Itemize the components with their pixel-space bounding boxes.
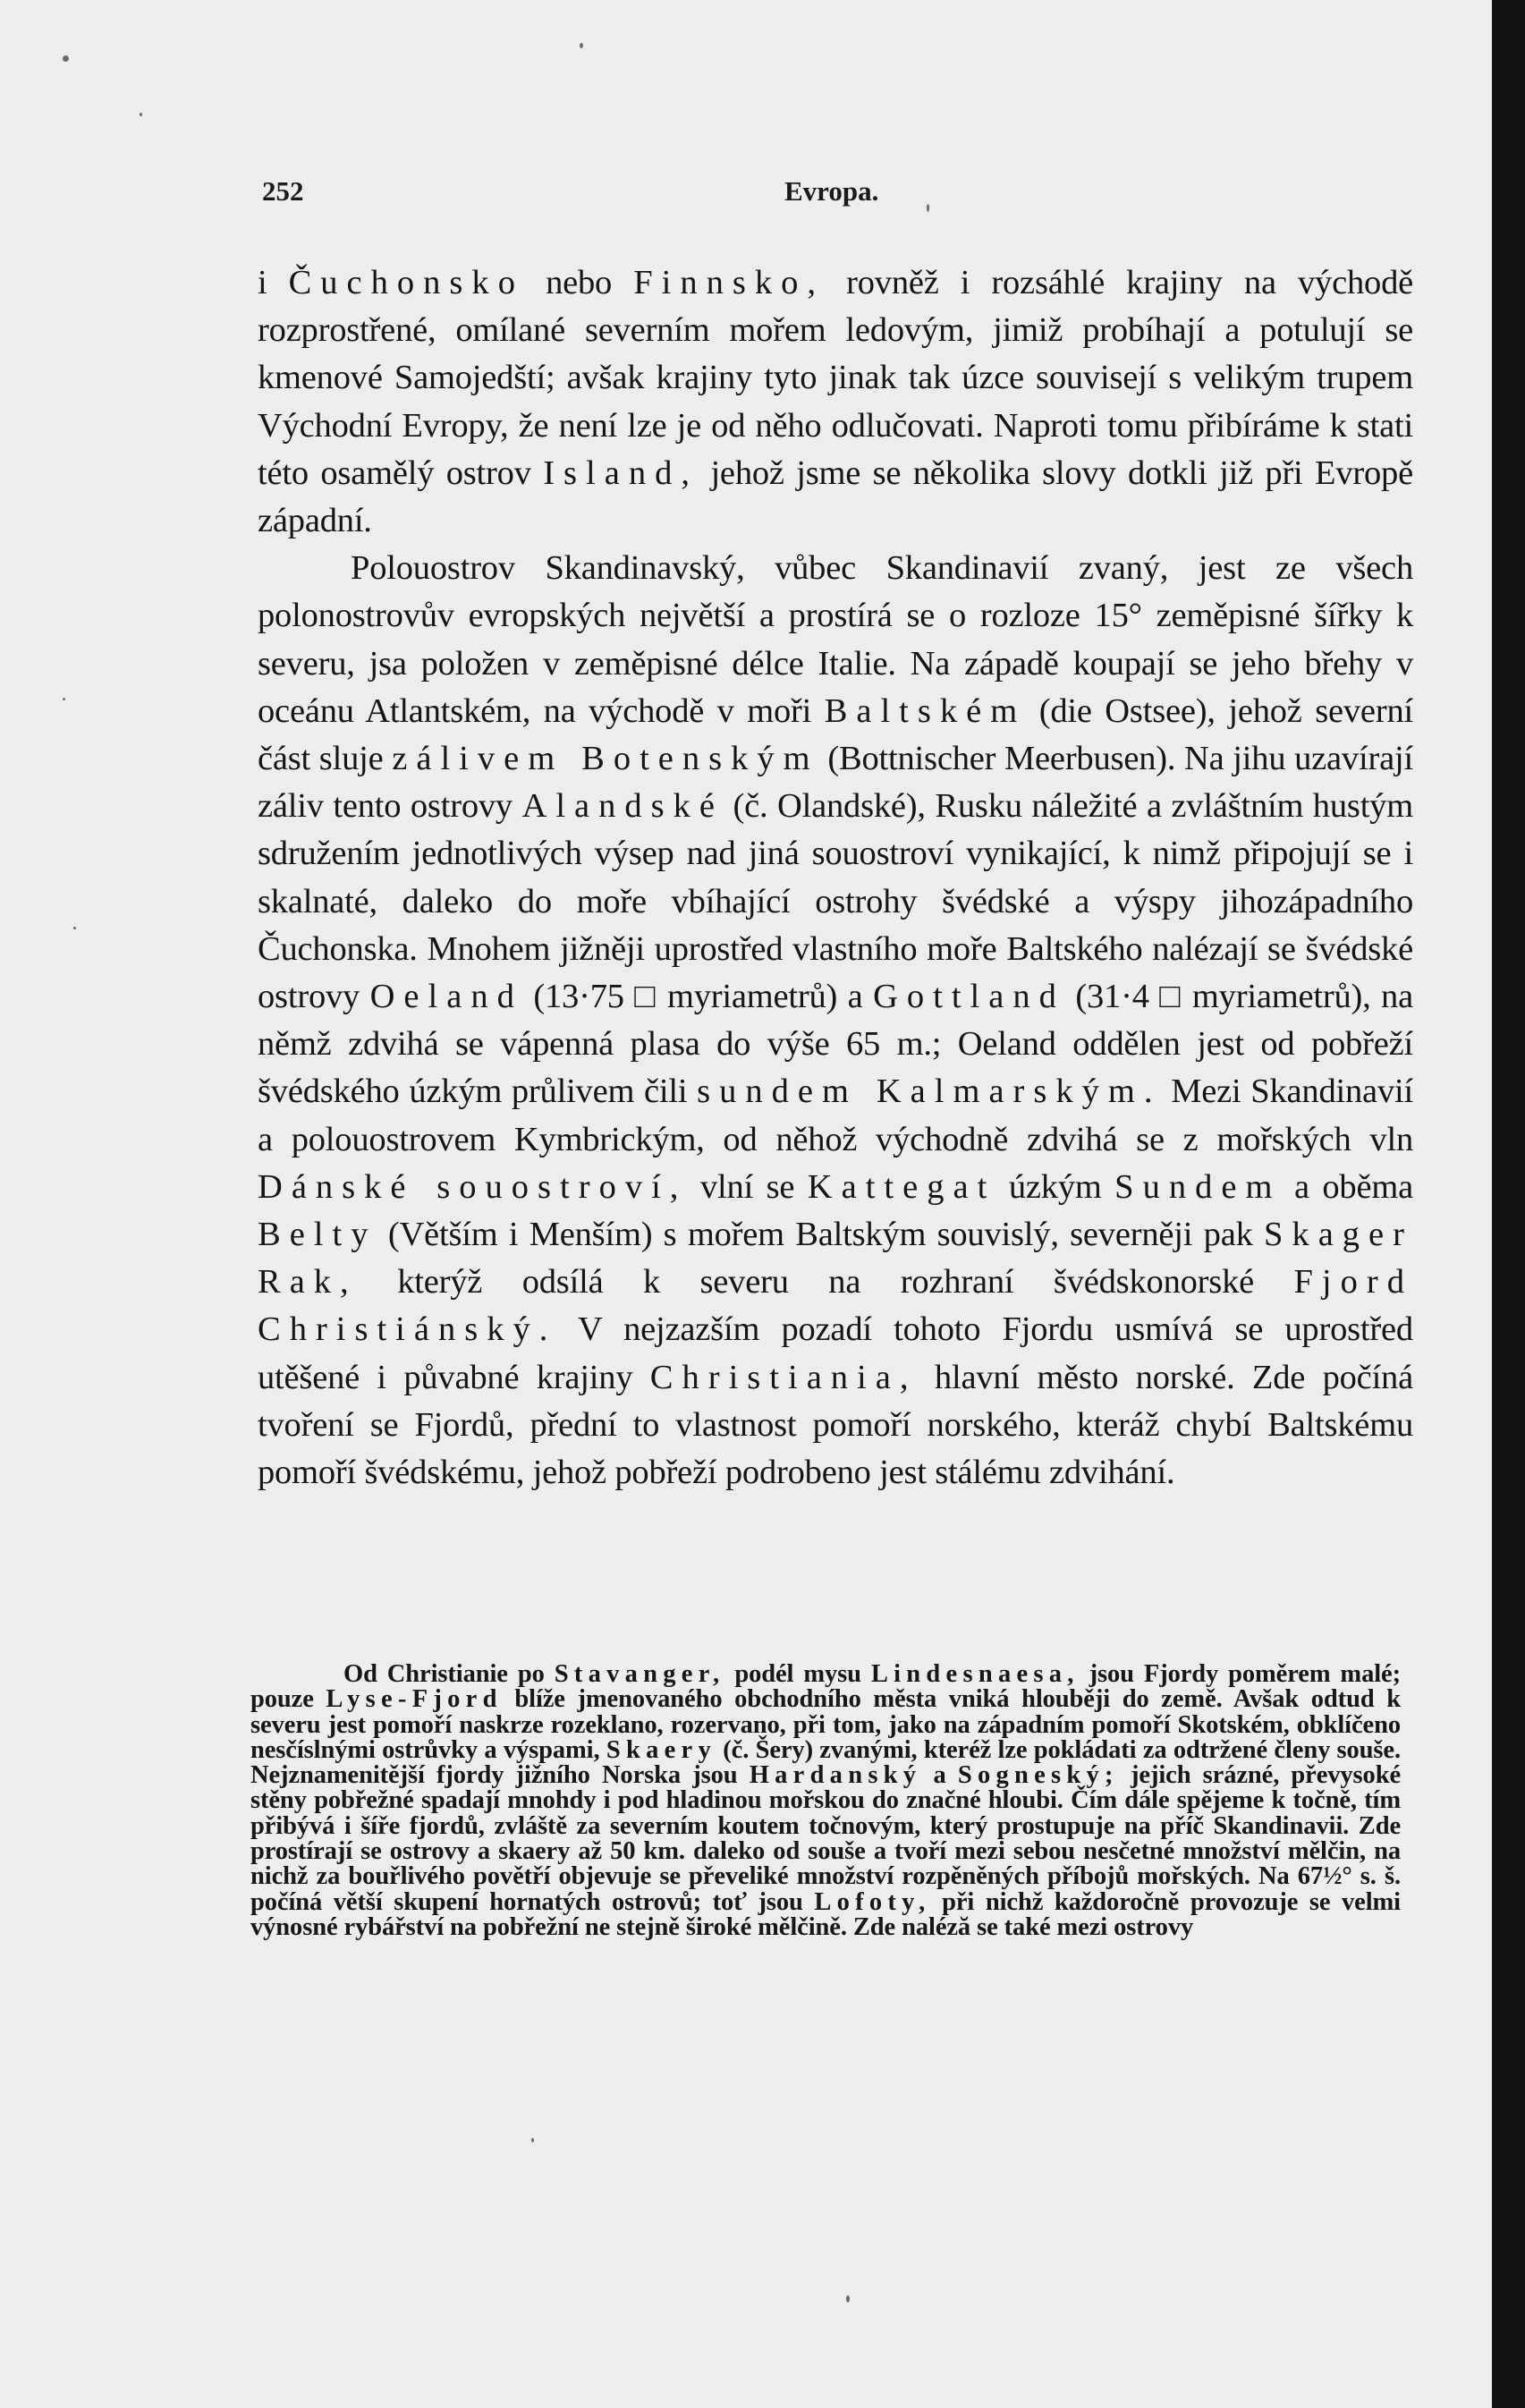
spaced-name: Hardanský <box>749 1761 922 1790</box>
scan-speck <box>846 2295 850 2302</box>
spaced-name: Sogneský; <box>957 1761 1119 1790</box>
spaced-name: Finnsko, <box>633 264 826 301</box>
footnote-paragraph: Od Christianie po Stavanger, podél mysu Lindesnaesa, jsou Fjordy poměrem malé; pouze Lyse-Fjord blíže jmenovaného obchodního města vniká hlouběji do země. Avšak odtud k severu jest pomoří naskrze rozeklano, rozervano, při tom, jako na západním pomoří Skotském, obklíčeno nesčíslnými ostrůvky a výspami, Skaery (č. Šery) zvanými, kteréž lze pokládati za odtržené členy souše. Nejznamenitější fjordy jižního Norska jsou Hardanský a Sogneský; jejich srázné, převysoké stěny pobřežné spadají mnohdy i pod hladinou mořskou do značné hloubi. Čím dále spějeme k točně, tím přibývá i šíře fjordů, zvláště za severním koutem točnovým, který prostupuje na příč Skandinavii. Zde prostírají se ostrovy a skaery až 50 km. daleko od souše a tvoří mezi sebou nesčetné množství mělčin, na nichž za bouřlivého povětří objevuje se převeliké množství rozpěněných příbojů mořských. Na 67½° s. š. počíná větší skupení hornatých ostrovů; toť jsou Lofoty, při nichž každoročně provozuje se velmi výnosné rybářství na pobřežní ne stejně široké mělčině. Zde naléză se také mezi ostrovy <box>250 1660 1402 1941</box>
spaced-name: Čuchonsko <box>288 264 524 301</box>
page-number: 252 <box>262 175 304 207</box>
spaced-name: Lindesnaesa, <box>870 1660 1080 1688</box>
scan-speck <box>531 2138 534 2142</box>
spaced-name: sundem Kalmarským. <box>697 1073 1162 1111</box>
paragraph: i Čuchonsko nebo Finnsko, rovněž i rozsáhlé krajiny na východě rozprostřené, omílané severním mořem ledovým, jimiž probíhají a potulují se kmenové Samojedští; avšak krajiny tyto jinak tak úzce souvisejí s velikým trupem Východní Evropy, že není lze je od něho odlučovati. Naproti tomu přibíráme k stati této osamělý ostrov Island, jehož jsme se několika slovy dotkli již při Evropě západní. <box>258 264 1414 540</box>
spaced-name: Skager Rak, <box>258 1216 1413 1302</box>
spaced-name: zálivem Botenským <box>392 740 819 778</box>
scan-speck <box>63 55 69 62</box>
scan-frame-edge <box>1492 0 1525 2408</box>
spaced-name: Alandské <box>521 787 724 826</box>
page-header <box>262 175 1407 211</box>
spaced-name: Kattegat <box>807 1167 996 1206</box>
spaced-name: Gottland <box>873 978 1065 1016</box>
spaced-name: Island, <box>543 454 699 492</box>
scan-speck <box>140 113 142 116</box>
spaced-name: Oeland <box>369 978 523 1016</box>
spaced-name: Stavanger, <box>554 1660 725 1688</box>
scan-speck <box>73 927 76 929</box>
spaced-name: Lofoty, <box>814 1887 931 1916</box>
paragraph: Polouostrov Skandinavský, vůbec Skandinavií zvaný, jest ze všech polonostrovův evropských největší a prostírá se o rozloze 15° zeměpisné šířky k severu, jsa položen v zeměpisné délce Italie. Na západě koupají se jeho břehy v oceánu Atlantském, na východě v moři Baltském (die Ostsee), jehož severní část sluje zálivem Botenským (Bottnischer Meerbusen). Na jihu uzavírají záliv tento ostrovy Alandské (č. Olandské), Rusku náležité a zvláštním hustým sdružením jednotlivých výsep nad jiná souostroví vynikající, k nimž připojují se i skalnaté, daleko do moře vbíhající ostrohy švédské a výspy jihozápadního Čuchonska. Mnohem jižněji uprostřed vlastního moře Baltského nalézají se švédské ostrovy Oeland (13·75 □ myriametrů) a Gottland (31·4 □ myriametrů), na němž zdvihá se vápenná plasa do výše 65 m.; Oeland oddělen jest od pobřeží švédského úzkým průlivem čili sundem Kalmarským. Mezi Skandinavií a polouostrovem Kymbrickým, od něhož východně zdvihá se z mořských vln Dánské souostroví, vlní se Kattegat úzkým Sundem a oběma Belty (Větším i Menším) s mořem Baltským souvislý, severněji pak Skager Rak, kterýž odsílá k severu na rozhraní švédskonorské Fjord Christiánský. V nejzazším pozadí tohoto Fjordu usmívá se uprostřed utěšené i půvabné krajiny Christiania, hlavní město norské. Zde počíná tvoření se Fjordů, přední to vlastnost pomoří norského, kteráž chybí Baltskému pomoří švédskému, jehož pobřeží podrobeno jest stálému zdvihání. <box>258 549 1414 1492</box>
scan-speck <box>580 43 583 48</box>
spaced-name: Belty <box>258 1216 377 1254</box>
spaced-name: Skaery <box>606 1735 716 1764</box>
spaced-name: Fjord Christiánský. <box>258 1263 1413 1349</box>
spaced-name: Lyse-Fjord <box>326 1685 503 1714</box>
spaced-name: Dánské souostroví, <box>258 1167 688 1206</box>
body-text <box>258 259 1413 1497</box>
spaced-name: Baltském <box>824 691 1027 730</box>
scan-speck <box>63 698 65 700</box>
spaced-name: Sundem <box>1114 1167 1282 1206</box>
spaced-name: Christiania, <box>649 1358 918 1396</box>
running-head: Evropa. <box>784 175 879 207</box>
footnote <box>250 1662 1401 1940</box>
